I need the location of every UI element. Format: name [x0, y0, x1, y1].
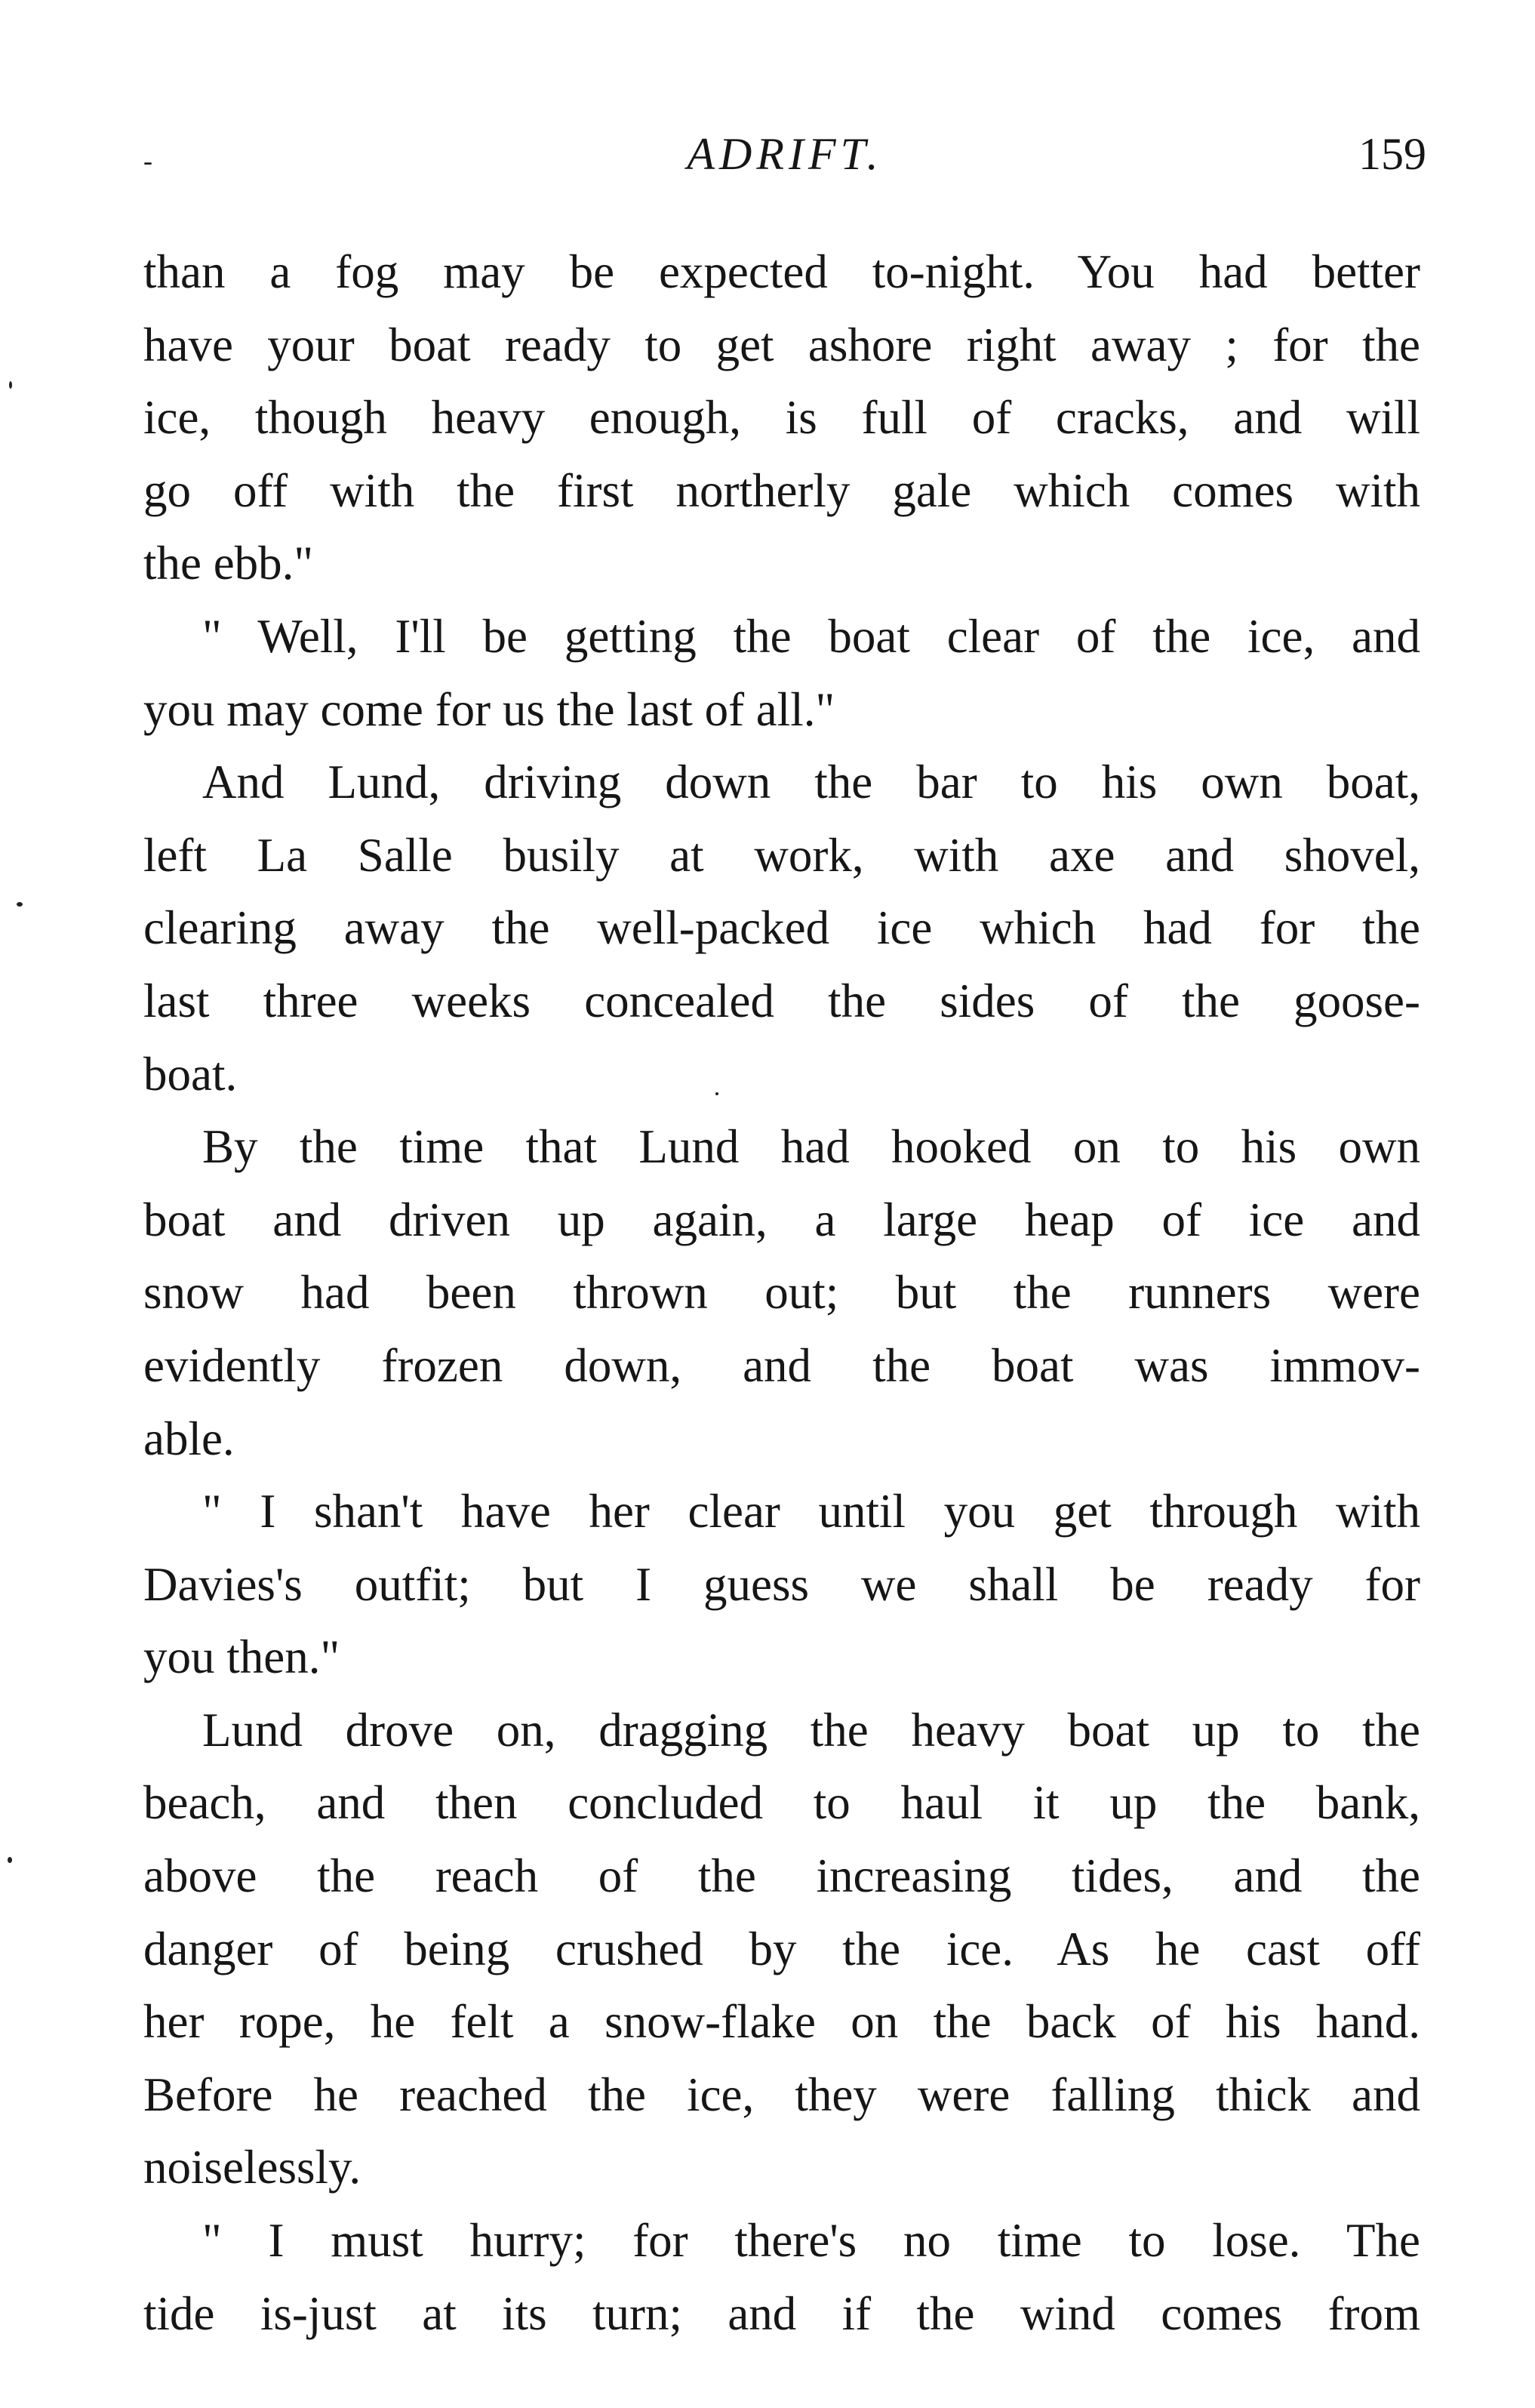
paragraph: [143, 1110, 1420, 1475]
text-line: Davies's outfit; but I guess we shall be ready for: [143, 1557, 1420, 1611]
margin-speck: [715, 1092, 718, 1095]
text-line: noiselessly.: [143, 2141, 361, 2194]
page-header: [143, 128, 1426, 189]
paragraph: [143, 600, 1420, 746]
text-line: the ebb.": [143, 537, 314, 590]
text-line: " Well, I'll be getting the boat clear of the ice, and: [202, 609, 1420, 663]
text-line: " I must hurry; for there's no time to lose. The: [202, 2214, 1420, 2268]
text-line: you may come for us the last of all.": [143, 682, 835, 736]
margin-speck: [8, 1857, 12, 1863]
paragraph: [143, 746, 1420, 1110]
paragraph: [143, 1475, 1420, 1694]
text-line: have your boat ready to get ashore right away ; for the: [143, 318, 1420, 371]
text-line: left La Salle busily at work, with axe and shovel,: [143, 828, 1420, 882]
text-line: Before he reached the ice, they were falling thick and: [143, 2068, 1420, 2121]
margin-speck: [17, 902, 23, 907]
text-line: above the reach of the increasing tides, and the: [143, 1849, 1420, 1903]
body-text: [143, 236, 1420, 2350]
text-line: beach, and then concluded to haul it up the bank,: [143, 1776, 1420, 1830]
text-line: boat and driven up again, a large heap of ice and: [143, 1193, 1420, 1246]
text-line: " I shan't have her clear until you get through with: [202, 1485, 1420, 1538]
text-line: By the time that Lund had hooked on to his own: [202, 1120, 1420, 1174]
text-line: last three weeks concealed the sides of the goose-: [143, 974, 1420, 1027]
margin-speck: [9, 381, 12, 389]
text-line: ice, though heavy enough, is full of cracks, and will: [143, 391, 1420, 445]
text-line: snow had been thrown out; but the runners were: [143, 1266, 1420, 1319]
text-line: go off with the first northerly gale which comes with: [143, 463, 1420, 517]
text-line: boat.: [143, 1047, 238, 1101]
text-line: evidently frozen down, and the boat was immov-: [143, 1338, 1420, 1392]
page-number: 159: [1358, 129, 1426, 179]
text-line: clearing away the well-packed ice which had for the: [143, 901, 1420, 955]
running-title: ADRIFT.: [687, 129, 883, 179]
paragraph: [143, 1694, 1420, 2204]
text-line: tide is-just at its turn; and if the wind comes from: [143, 2286, 1420, 2340]
text-line: able.: [143, 1412, 235, 1465]
text-line: Lund drove on, dragging the heavy boat up to the: [202, 1703, 1420, 1757]
text-line: her rope, he felt a snow-flake on the back of his hand.: [143, 1995, 1420, 2049]
header-mark: -: [143, 146, 152, 176]
text-line: than a fog may be expected to-night. You had better: [143, 245, 1420, 298]
text-line: danger of being crushed by the ice. As he cast off: [143, 1922, 1420, 1975]
paragraph: [143, 236, 1420, 600]
text-line: you then.": [143, 1630, 340, 1684]
text-line: And Lund, driving down the bar to his own boat,: [202, 756, 1420, 809]
paragraph: [143, 2204, 1420, 2350]
